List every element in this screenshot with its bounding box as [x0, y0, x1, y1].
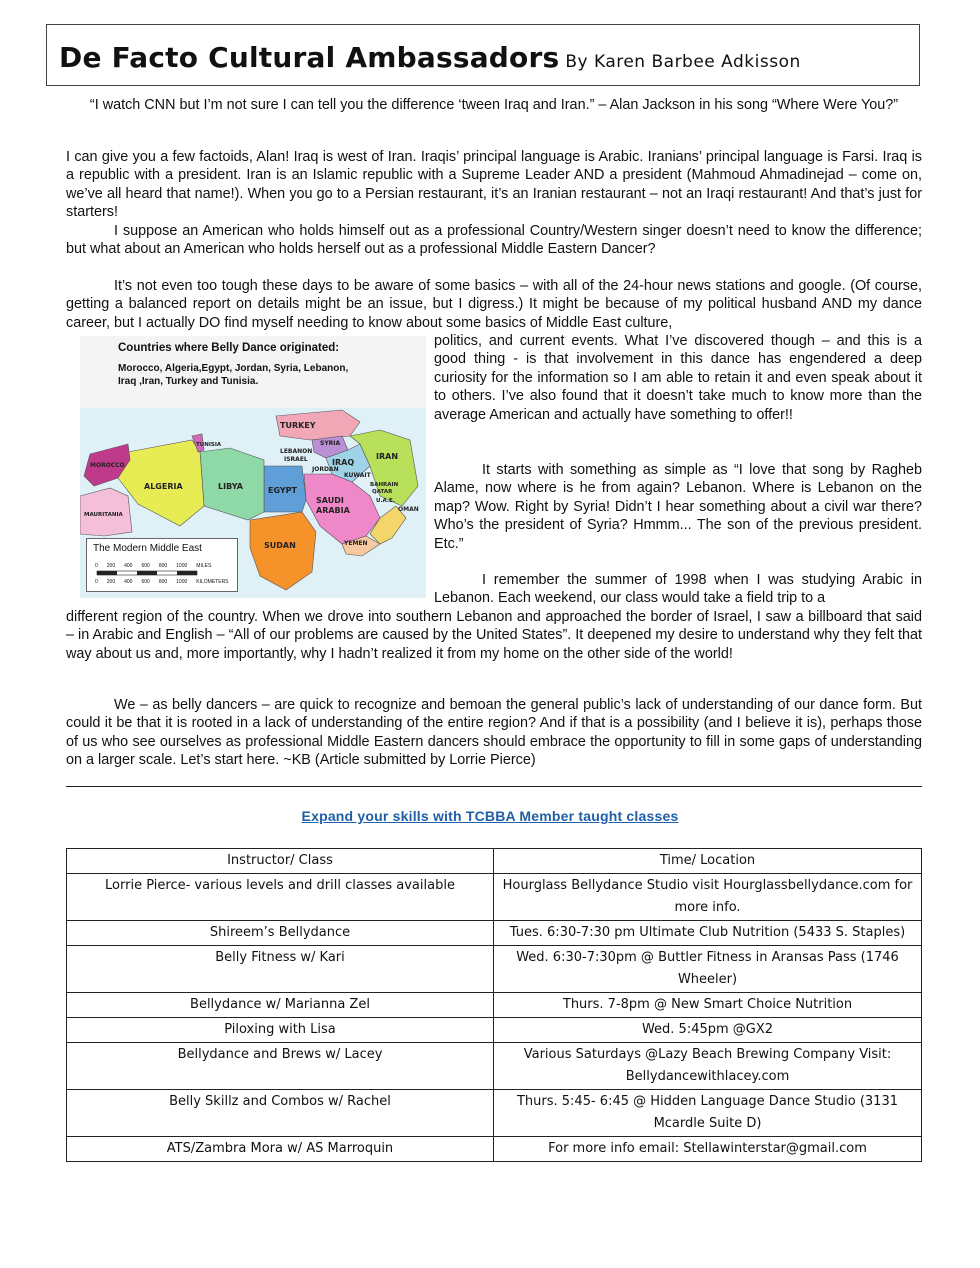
- scale-km-800: 800: [158, 579, 168, 585]
- instructor-cell: Bellydance and Brews w/ Lacey: [67, 1043, 494, 1090]
- scale-km-1000: 1000: [176, 579, 188, 585]
- header-time-location: Time/ Location: [494, 849, 922, 874]
- label-turkey: TURKEY: [280, 421, 316, 430]
- label-morocco: MOROCCO: [90, 462, 125, 469]
- paragraph-3-top: It’s not even too tough these days to be aware of some basics – with all of the 24-hour news stations and google. (Of course, getting a balanced report on details might be an issue, but I digress.) It might be because of my political husband AND my dance career, but I actually DO find myself needing to know about some basics of Middle East culture,: [66, 278, 922, 331]
- map-country-list: Morocco, Algeria,Egypt, Jordan, Syria, Lebanon, Iraq ,Iran, Turkey and Tunisia.: [118, 363, 349, 387]
- scale-km-unit: KILOMETERS: [196, 579, 229, 585]
- location-cell: Thurs. 7-8pm @ New Smart Choice Nutrition: [494, 993, 922, 1018]
- instructor-cell: Lorrie Pierce- various levels and drill classes available: [67, 874, 494, 921]
- location-cell: Tues. 6:30-7:30 pm Ultimate Club Nutrition (5433 S. Staples): [494, 921, 922, 946]
- label-sudan: SUDAN: [264, 541, 296, 550]
- location-cell: For more info email: Stellawinterstar@gmail.com: [494, 1137, 922, 1162]
- location-cell: Wed. 5:45pm @GX2: [494, 1018, 922, 1043]
- instructor-cell: Piloxing with Lisa: [67, 1018, 494, 1043]
- scale-miles: [95, 563, 235, 569]
- instructor-cell: Belly Skillz and Combos w/ Rachel: [67, 1090, 494, 1137]
- scale-mile-0: 0: [95, 563, 98, 569]
- paragraph-4: It starts with something as simple as “I love that song by Ragheb Alame, now where is he from again? Lebanon. Where is Lebanon on the map? Wow. Right by Syria! Didn’t I hear something about a civil war there? Who’s the president of Syria? Hmmm... The son of the previous president. Etc.”: [434, 462, 922, 552]
- location-cell: Hourglass Bellydance Studio visit Hourglassbellydance.com for more info.: [494, 874, 922, 921]
- scale-km: [95, 579, 235, 585]
- instructor-cell: ATS/Zambra Mora w/ AS Marroquin: [67, 1137, 494, 1162]
- table-row: [67, 1137, 922, 1162]
- paragraph-3-side: politics, and current events. What I’ve discovered though – and this is a good thing - is that involvement in this dance has engendered a deep curiosity for the information so I am able to retain it and even speak about it to others. I’ve also found that it doesn’t take much to know more than the average American and actually have something to offer!!: [434, 333, 922, 423]
- map-legend: [86, 538, 238, 592]
- instructor-cell: Bellydance w/ Marianna Zel: [67, 993, 494, 1018]
- label-mauritania: MAURITANIA: [84, 512, 123, 518]
- table-row: [67, 993, 922, 1018]
- classes-table: [66, 848, 922, 1162]
- paragraph-6: We – as belly dancers – are quick to recognize and bemoan the general public’s lack of understanding of our dance form. But could it be that it is rooted in a lack of understanding of the entire region? And if that is a possibility (and I believe it is), perhaps those of us who see ourselves as professional Middle Eastern dancers should embrace the opportunity to fill in some gaps of understanding on a larger scale. Let’s start here. ~KB (Article submitted by Lorrie Pierce): [66, 697, 922, 769]
- paragraph-5-side: I remember the summer of 1998 when I was studying Arabic in Lebanon. Each weekend, our class would take a field trip to a: [434, 572, 922, 607]
- scale-mile-600: 600: [141, 563, 150, 569]
- location-cell: Wed. 6:30-7:30pm @ Buttler Fitness in Aransas Pass (1746 Wheeler): [494, 946, 922, 993]
- classes-heading[interactable]: Expand your skills with TCBBA Member taught classes: [301, 808, 679, 824]
- table-row: [67, 1018, 922, 1043]
- label-lebanon: LEBANON: [280, 448, 313, 455]
- label-tunisia: TUNISIA: [196, 442, 222, 448]
- table-row: [67, 921, 922, 946]
- section-divider: [66, 786, 922, 787]
- scale-miles-unit: MILES: [196, 563, 212, 569]
- label-libya: LIBYA: [218, 482, 243, 491]
- article-title: [59, 41, 801, 74]
- scale-mile-200: 200: [106, 563, 116, 569]
- table-row: [67, 1090, 922, 1137]
- map-title: Countries where Belly Dance originated:: [118, 342, 340, 354]
- label-qatar: QATAR: [372, 489, 393, 495]
- instructor-cell: Shireem’s Bellydance: [67, 921, 494, 946]
- table-row: [67, 1043, 922, 1090]
- label-syria: SYRIA: [320, 440, 341, 447]
- paragraph-5-bottom: different region of the country. When we drove into southern Lebanon and approached the border of Israel, I saw a billboard that said – in Arabic and English – “All of our problems are caused by the United States”. It deepened my desire to understand why they felt that way about us and, more importantly, why I hadn’t realized it from my home on the other side of the world!: [66, 609, 922, 662]
- scale-mile-800: 800: [158, 563, 168, 569]
- label-uae: U.A.E.: [376, 498, 395, 504]
- label-saudi-arabia: SAUDI ARABIA: [316, 496, 350, 515]
- paragraph-1: I can give you a few factoids, Alan! Iraq is west of Iran. Iraqis’ principal language is Arabic. Iranians’ principal language is Farsi. Iraq is a republic with a president. Iran is an Islamic republic with a Supreme Leader AND a president (Mahmoud Ahmadinejad – come on, we’ve all heard that name!). When you go to a Persian restaurant, it’s an Iranian restaurant – not an Iraqi restaurant! And that’s just for starters!: [66, 149, 922, 221]
- scale-km-200: 200: [106, 579, 116, 585]
- scale-km-600: 600: [141, 579, 150, 585]
- label-kuwait: KUWAIT: [344, 472, 371, 479]
- paragraph-2: I suppose an American who holds himself out as a professional Country/Western singer doesn’t need to know the difference; but what about an American who holds herself out as a professional Middle Eastern Dancer?: [66, 223, 922, 258]
- label-bahrain: BAHRAIN: [370, 482, 399, 488]
- opening-quote: “I watch CNN but I’m not sure I can tell you the difference ‘tween Iraq and Iran.” – Alan Jackson in his song “Where Were You?”: [89, 97, 899, 113]
- scale-mile-400: 400: [124, 563, 133, 569]
- location-cell: Various Saturdays @Lazy Beach Brewing Company Visit: Bellydancewithlacey.com: [494, 1043, 922, 1090]
- byline: By Karen Barbee Adkisson: [565, 52, 801, 72]
- table-header-row: [67, 849, 922, 874]
- scale-mile-1000: 1000: [176, 563, 188, 569]
- label-yemen: YEMEN: [344, 540, 368, 547]
- location-cell: Thurs. 5:45- 6:45 @ Hidden Language Dance Studio (3131 Mcardle Suite D): [494, 1090, 922, 1137]
- map-legend-title: The Modern Middle East: [93, 543, 202, 554]
- article-title-text: De Facto Cultural Ambassadors: [59, 41, 560, 74]
- label-egypt: EGYPT: [268, 486, 297, 495]
- instructor-cell: Belly Fitness w/ Kari: [67, 946, 494, 993]
- label-oman: OMAN: [398, 506, 419, 513]
- middle-east-map: [80, 336, 426, 598]
- table-row: [67, 946, 922, 993]
- label-iraq: IRAQ: [332, 458, 355, 467]
- label-israel: ISRAEL: [284, 456, 308, 463]
- label-algeria: ALGERIA: [144, 482, 183, 491]
- label-jordan: JORDAN: [312, 466, 339, 473]
- scale-km-400: 400: [124, 579, 133, 585]
- header-instructor: Instructor/ Class: [67, 849, 494, 874]
- scale-km-0: 0: [95, 579, 98, 585]
- label-iran: IRAN: [376, 452, 399, 461]
- title-box: [46, 24, 920, 86]
- table-row: [67, 874, 922, 921]
